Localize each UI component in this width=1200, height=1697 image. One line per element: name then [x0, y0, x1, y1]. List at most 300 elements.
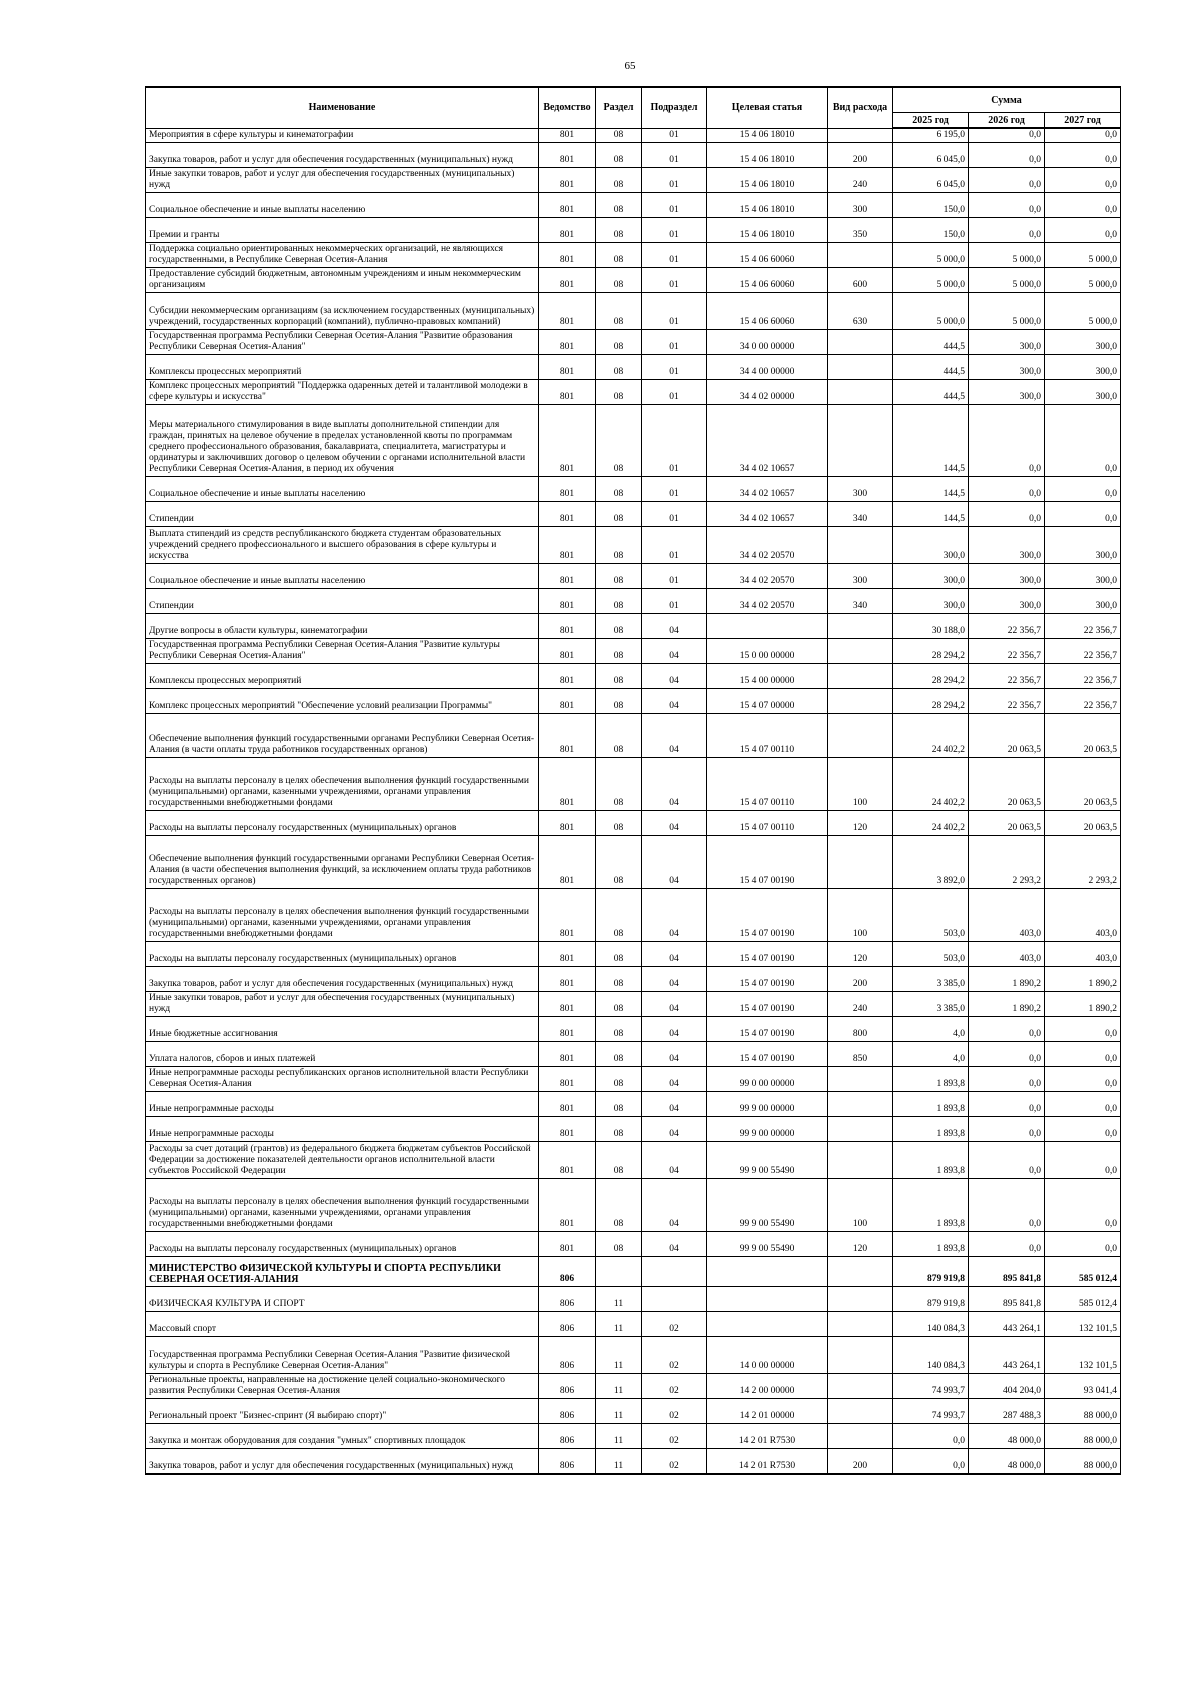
- cell-v2025: 0,0: [893, 1448, 969, 1474]
- cell-v2027: 5 000,0: [1045, 242, 1121, 267]
- table-row: [146, 404, 1121, 476]
- cell-v2025: 24 402,2: [893, 713, 969, 757]
- cell-section: 08: [596, 1178, 642, 1231]
- cell-subsection: 04: [642, 991, 707, 1016]
- cell-subsection: 01: [642, 242, 707, 267]
- page-number: 65: [624, 60, 636, 72]
- cell-target: 14 2 01 R7530: [707, 1423, 828, 1448]
- cell-v2026: 300,0: [969, 354, 1045, 379]
- cell-subsection: 04: [642, 1091, 707, 1116]
- cell-v2027: 132 101,5: [1045, 1336, 1121, 1373]
- cell-target: 15 4 00 00000: [707, 663, 828, 688]
- cell-name: Государственная программа Республики Северная Осетия-Алания "Развитие физической культуры и спорта в Республике Северная Осетия-Алания": [146, 1336, 539, 1373]
- cell-subsection: 04: [642, 1231, 707, 1256]
- cell-v2026: 0,0: [969, 142, 1045, 167]
- table-row: [146, 888, 1121, 941]
- cell-v2026: 20 063,5: [969, 757, 1045, 810]
- table-row: [146, 991, 1121, 1016]
- cell-target: 15 4 07 00110: [707, 713, 828, 757]
- cell-name: Расходы на выплаты персоналу в целях обеспечения выполнения функций государственными (муниципальными) органами, казенными учреждениями, органами управления государственными внебюджетными фондами: [146, 1178, 539, 1231]
- cell-name: Расходы на выплаты персоналу государственных (муниципальных) органов: [146, 941, 539, 966]
- cell-dept: 801: [539, 1141, 596, 1178]
- cell-name: Государственная программа Республики Северная Осетия-Алания "Развитие культуры Республики Северная Осетия-Алания": [146, 638, 539, 663]
- cell-v2027: 20 063,5: [1045, 757, 1121, 810]
- cell-v2027: 0,0: [1045, 1066, 1121, 1091]
- cell-exp-type: [828, 1311, 893, 1336]
- cell-v2027: 22 356,7: [1045, 613, 1121, 638]
- cell-section: 11: [596, 1286, 642, 1311]
- cell-v2027: 0,0: [1045, 192, 1121, 217]
- cell-subsection: 04: [642, 613, 707, 638]
- cell-v2025: 3 892,0: [893, 835, 969, 888]
- table-row: [146, 217, 1121, 242]
- cell-v2026: 0,0: [969, 476, 1045, 501]
- cell-name: Иные бюджетные ассигнования: [146, 1016, 539, 1041]
- cell-dept: 801: [539, 242, 596, 267]
- cell-dept: 801: [539, 1231, 596, 1256]
- cell-exp-type: [828, 1286, 893, 1311]
- table-row: [146, 1398, 1121, 1423]
- cell-v2026: 404 204,0: [969, 1373, 1045, 1398]
- cell-dept: 801: [539, 217, 596, 242]
- cell-v2026: 0,0: [969, 1141, 1045, 1178]
- cell-v2026: 22 356,7: [969, 638, 1045, 663]
- table-row: [146, 354, 1121, 379]
- cell-dept: 801: [539, 638, 596, 663]
- cell-name: Расходы за счет дотаций (грантов) из федерального бюджета бюджетам субъектов Российской Федерации за достижение показателей деятельности органов исполнительной власти субъектов Российской Федерации: [146, 1141, 539, 1178]
- cell-name: Иные непрограммные расходы республиканских органов исполнительной власти Республики Северная Осетия-Алания: [146, 1066, 539, 1091]
- cell-target: 15 4 07 00190: [707, 966, 828, 991]
- cell-exp-type: [828, 1256, 893, 1286]
- cell-subsection: [642, 1256, 707, 1286]
- table-row: [146, 638, 1121, 663]
- cell-subsection: 04: [642, 1041, 707, 1066]
- cell-exp-type: 100: [828, 888, 893, 941]
- table-row: [146, 1116, 1121, 1141]
- cell-target: 34 4 02 20570: [707, 588, 828, 613]
- table-row: [146, 1448, 1121, 1474]
- cell-v2026: 20 063,5: [969, 810, 1045, 835]
- cell-v2025: 140 084,3: [893, 1311, 969, 1336]
- cell-dept: 801: [539, 526, 596, 563]
- cell-section: 08: [596, 379, 642, 404]
- cell-dept: 801: [539, 613, 596, 638]
- cell-name: Расходы на выплаты персоналу в целях обеспечения выполнения функций государственными (муниципальными) органами, казенными учреждениями, органами управления государственными внебюджетными фондами: [146, 888, 539, 941]
- cell-v2025: 144,5: [893, 501, 969, 526]
- cell-subsection: 01: [642, 526, 707, 563]
- cell-name: Расходы на выплаты персоналу государственных (муниципальных) органов: [146, 1231, 539, 1256]
- cell-v2027: 0,0: [1045, 476, 1121, 501]
- cell-section: 08: [596, 966, 642, 991]
- cell-v2027: 300,0: [1045, 563, 1121, 588]
- cell-dept: 801: [539, 1116, 596, 1141]
- cell-section: 08: [596, 1041, 642, 1066]
- cell-exp-type: [828, 379, 893, 404]
- cell-dept: 801: [539, 966, 596, 991]
- cell-exp-type: [828, 1336, 893, 1373]
- header-target: Целевая статья: [707, 87, 828, 128]
- cell-section: 08: [596, 888, 642, 941]
- cell-name: Региональные проекты, направленные на достижение целей социально-экономического развития Республики Северная Осетия-Алания: [146, 1373, 539, 1398]
- cell-v2026: 48 000,0: [969, 1423, 1045, 1448]
- cell-subsection: 01: [642, 167, 707, 192]
- table-row: [146, 379, 1121, 404]
- cell-section: 08: [596, 242, 642, 267]
- cell-target: 34 4 02 20570: [707, 526, 828, 563]
- cell-subsection: 04: [642, 966, 707, 991]
- budget-table: [145, 86, 1121, 1475]
- header-exp-type: Вид расхода: [828, 87, 893, 128]
- cell-section: 11: [596, 1311, 642, 1336]
- cell-section: 08: [596, 292, 642, 329]
- cell-v2027: 22 356,7: [1045, 688, 1121, 713]
- cell-v2026: 48 000,0: [969, 1448, 1045, 1474]
- cell-v2027: 0,0: [1045, 1041, 1121, 1066]
- cell-v2027: 300,0: [1045, 526, 1121, 563]
- cell-section: [596, 1256, 642, 1286]
- cell-v2025: 74 993,7: [893, 1373, 969, 1398]
- cell-section: 08: [596, 267, 642, 292]
- cell-section: 11: [596, 1373, 642, 1398]
- cell-target: 34 4 02 00000: [707, 379, 828, 404]
- cell-exp-type: 800: [828, 1016, 893, 1041]
- cell-v2027: 88 000,0: [1045, 1423, 1121, 1448]
- cell-subsection: 04: [642, 835, 707, 888]
- cell-section: 08: [596, 167, 642, 192]
- cell-v2025: 1 893,8: [893, 1178, 969, 1231]
- cell-target: 14 2 01 R7530: [707, 1448, 828, 1474]
- cell-dept: 801: [539, 1091, 596, 1116]
- cell-dept: 801: [539, 1178, 596, 1231]
- cell-v2026: 0,0: [969, 1116, 1045, 1141]
- cell-section: 08: [596, 142, 642, 167]
- cell-v2025: 28 294,2: [893, 688, 969, 713]
- cell-target: 15 4 06 18010: [707, 192, 828, 217]
- cell-exp-type: 630: [828, 292, 893, 329]
- cell-v2025: 0,0: [893, 1423, 969, 1448]
- cell-target: 15 4 07 00190: [707, 991, 828, 1016]
- cell-name: Обеспечение выполнения функций государственными органами Республики Северная Осетия-Алания (в части оплаты труда работников государственных органов): [146, 713, 539, 757]
- cell-subsection: 04: [642, 1116, 707, 1141]
- cell-dept: 801: [539, 142, 596, 167]
- cell-section: 08: [596, 192, 642, 217]
- cell-subsection: 01: [642, 192, 707, 217]
- cell-target: 34 4 02 10657: [707, 404, 828, 476]
- table-row: [146, 713, 1121, 757]
- cell-name: ФИЗИЧЕСКАЯ КУЛЬТУРА И СПОРТ: [146, 1286, 539, 1311]
- cell-target: 14 2 00 00000: [707, 1373, 828, 1398]
- cell-name: Мероприятия в сфере культуры и кинематографии: [146, 128, 539, 142]
- table-row: [146, 192, 1121, 217]
- cell-subsection: 02: [642, 1373, 707, 1398]
- cell-exp-type: 350: [828, 217, 893, 242]
- cell-v2026: 300,0: [969, 379, 1045, 404]
- cell-v2026: 0,0: [969, 128, 1045, 142]
- cell-subsection: 01: [642, 354, 707, 379]
- cell-v2027: 585 012,4: [1045, 1286, 1121, 1311]
- cell-subsection: [642, 1286, 707, 1311]
- cell-v2025: 879 919,8: [893, 1256, 969, 1286]
- cell-dept: 801: [539, 501, 596, 526]
- cell-exp-type: [828, 613, 893, 638]
- cell-name: Поддержка социально ориентированных некоммерческих организаций, не являющихся государственными, в Республике Северная Осетия-Алания: [146, 242, 539, 267]
- cell-v2027: 1 890,2: [1045, 966, 1121, 991]
- cell-name: Иные непрограммные расходы: [146, 1116, 539, 1141]
- cell-dept: 801: [539, 1041, 596, 1066]
- cell-v2027: 22 356,7: [1045, 638, 1121, 663]
- cell-section: 08: [596, 835, 642, 888]
- cell-target: [707, 1286, 828, 1311]
- table-row: [146, 128, 1121, 142]
- cell-exp-type: [828, 1066, 893, 1091]
- cell-dept: 801: [539, 688, 596, 713]
- table-row: [146, 329, 1121, 354]
- cell-target: 34 4 02 10657: [707, 476, 828, 501]
- cell-v2025: 5 000,0: [893, 242, 969, 267]
- cell-target: 15 4 07 00190: [707, 1041, 828, 1066]
- cell-subsection: 01: [642, 588, 707, 613]
- table-row: [146, 688, 1121, 713]
- table-row: [146, 588, 1121, 613]
- cell-v2027: 0,0: [1045, 1231, 1121, 1256]
- table-row: [146, 1066, 1121, 1091]
- cell-target: 99 9 00 55490: [707, 1141, 828, 1178]
- cell-v2025: 24 402,2: [893, 810, 969, 835]
- cell-target: 15 4 07 00190: [707, 941, 828, 966]
- cell-target: 34 4 02 10657: [707, 501, 828, 526]
- cell-v2026: 0,0: [969, 1178, 1045, 1231]
- cell-section: 08: [596, 1066, 642, 1091]
- cell-v2025: 28 294,2: [893, 638, 969, 663]
- table-row: [146, 1091, 1121, 1116]
- cell-section: 08: [596, 613, 642, 638]
- header-2027: 2027 год: [1045, 113, 1121, 129]
- cell-v2026: 5 000,0: [969, 292, 1045, 329]
- cell-name: МИНИСТЕРСТВО ФИЗИЧЕСКОЙ КУЛЬТУРЫ И СПОРТА РЕСПУБЛИКИ СЕВЕРНАЯ ОСЕТИЯ-АЛАНИЯ: [146, 1256, 539, 1286]
- cell-section: 08: [596, 991, 642, 1016]
- cell-section: 08: [596, 128, 642, 142]
- cell-target: [707, 1311, 828, 1336]
- cell-v2025: 144,5: [893, 476, 969, 501]
- cell-v2026: 5 000,0: [969, 267, 1045, 292]
- cell-section: 08: [596, 404, 642, 476]
- cell-v2025: 150,0: [893, 192, 969, 217]
- cell-exp-type: [828, 638, 893, 663]
- cell-v2025: 444,5: [893, 329, 969, 354]
- cell-exp-type: [828, 526, 893, 563]
- cell-v2026: 443 264,1: [969, 1311, 1045, 1336]
- cell-v2027: 403,0: [1045, 941, 1121, 966]
- cell-exp-type: [828, 1141, 893, 1178]
- header-dept: Ведомство: [539, 87, 596, 128]
- cell-exp-type: 200: [828, 142, 893, 167]
- cell-name: Стипендии: [146, 588, 539, 613]
- table-row: [146, 613, 1121, 638]
- cell-section: 08: [596, 501, 642, 526]
- cell-target: 15 0 00 00000: [707, 638, 828, 663]
- cell-exp-type: 120: [828, 941, 893, 966]
- cell-v2025: 6 045,0: [893, 167, 969, 192]
- cell-v2025: 300,0: [893, 526, 969, 563]
- table-row: [146, 810, 1121, 835]
- cell-v2026: 22 356,7: [969, 663, 1045, 688]
- cell-subsection: 04: [642, 810, 707, 835]
- table-row: [146, 1256, 1121, 1286]
- cell-subsection: 01: [642, 142, 707, 167]
- cell-target: 15 4 06 60060: [707, 267, 828, 292]
- cell-v2026: 300,0: [969, 563, 1045, 588]
- cell-subsection: 01: [642, 404, 707, 476]
- cell-dept: 806: [539, 1286, 596, 1311]
- cell-target: 99 0 00 00000: [707, 1066, 828, 1091]
- cell-dept: 806: [539, 1256, 596, 1286]
- cell-dept: 806: [539, 1373, 596, 1398]
- cell-subsection: 04: [642, 638, 707, 663]
- cell-section: 08: [596, 663, 642, 688]
- header-2025: 2025 год: [893, 113, 969, 129]
- cell-dept: 801: [539, 563, 596, 588]
- cell-target: 34 0 00 00000: [707, 329, 828, 354]
- cell-v2026: 0,0: [969, 501, 1045, 526]
- cell-exp-type: 120: [828, 810, 893, 835]
- cell-subsection: 02: [642, 1448, 707, 1474]
- table-row: [146, 167, 1121, 192]
- table-row: [146, 267, 1121, 292]
- table-row: [146, 501, 1121, 526]
- cell-v2025: 4,0: [893, 1041, 969, 1066]
- cell-name: Региональный проект "Бизнес-спринт (Я выбираю спорт)": [146, 1398, 539, 1423]
- cell-dept: 806: [539, 1311, 596, 1336]
- cell-v2027: 0,0: [1045, 142, 1121, 167]
- cell-v2025: 1 893,8: [893, 1141, 969, 1178]
- cell-v2026: 895 841,8: [969, 1256, 1045, 1286]
- cell-exp-type: [828, 1373, 893, 1398]
- cell-name: Иные закупки товаров, работ и услуг для обеспечения государственных (муниципальных) нужд: [146, 167, 539, 192]
- cell-v2027: 0,0: [1045, 1178, 1121, 1231]
- cell-exp-type: [828, 404, 893, 476]
- table-row: [146, 526, 1121, 563]
- cell-subsection: 01: [642, 217, 707, 242]
- cell-v2027: 88 000,0: [1045, 1448, 1121, 1474]
- cell-dept: 806: [539, 1423, 596, 1448]
- cell-target: 15 4 07 00190: [707, 888, 828, 941]
- cell-v2026: 0,0: [969, 1066, 1045, 1091]
- cell-exp-type: 850: [828, 1041, 893, 1066]
- cell-subsection: 04: [642, 688, 707, 713]
- table-row: [146, 1041, 1121, 1066]
- cell-name: Премии и гранты: [146, 217, 539, 242]
- cell-exp-type: [828, 688, 893, 713]
- cell-name: Расходы на выплаты персоналу государственных (муниципальных) органов: [146, 810, 539, 835]
- cell-dept: 801: [539, 835, 596, 888]
- cell-v2026: 300,0: [969, 588, 1045, 613]
- cell-v2025: 1 893,8: [893, 1091, 969, 1116]
- cell-name: Закупка товаров, работ и услуг для обеспечения государственных (муниципальных) нужд: [146, 966, 539, 991]
- cell-dept: 801: [539, 128, 596, 142]
- cell-name: Выплата стипендий из средств республиканского бюджета студентам образовательных учреждений среднего профессионального и высшего образования в сфере культуры и искусства: [146, 526, 539, 563]
- cell-subsection: 01: [642, 128, 707, 142]
- table-row: [146, 142, 1121, 167]
- cell-target: 99 9 00 00000: [707, 1116, 828, 1141]
- cell-target: 15 4 06 18010: [707, 142, 828, 167]
- cell-subsection: 02: [642, 1423, 707, 1448]
- cell-name: Субсидии некоммерческим организациям (за исключением государственных (муниципальных) учреждений, государственных корпораций (компаний), публично-правовых компаний): [146, 292, 539, 329]
- cell-target: [707, 1256, 828, 1286]
- cell-exp-type: [828, 1398, 893, 1423]
- cell-v2026: 1 890,2: [969, 991, 1045, 1016]
- cell-section: 08: [596, 1091, 642, 1116]
- cell-v2026: 0,0: [969, 217, 1045, 242]
- cell-v2025: 150,0: [893, 217, 969, 242]
- cell-name: Закупка товаров, работ и услуг для обеспечения государственных (муниципальных) нужд: [146, 1448, 539, 1474]
- cell-v2026: 20 063,5: [969, 713, 1045, 757]
- cell-section: 11: [596, 1448, 642, 1474]
- table-row: [146, 1016, 1121, 1041]
- cell-dept: 806: [539, 1398, 596, 1423]
- cell-section: 08: [596, 354, 642, 379]
- cell-exp-type: 100: [828, 757, 893, 810]
- cell-v2026: 22 356,7: [969, 688, 1045, 713]
- cell-section: 08: [596, 526, 642, 563]
- cell-subsection: 04: [642, 663, 707, 688]
- cell-dept: 801: [539, 354, 596, 379]
- cell-v2025: 30 188,0: [893, 613, 969, 638]
- cell-v2027: 0,0: [1045, 167, 1121, 192]
- cell-v2025: 74 993,7: [893, 1398, 969, 1423]
- cell-section: 08: [596, 329, 642, 354]
- cell-v2025: 444,5: [893, 379, 969, 404]
- cell-subsection: 04: [642, 1178, 707, 1231]
- header-sum: Сумма: [893, 87, 1121, 113]
- cell-name: Расходы на выплаты персоналу в целях обеспечения выполнения функций государственными (муниципальными) органами, казенными учреждениями, органами управления государственными внебюджетными фондами: [146, 757, 539, 810]
- cell-subsection: 01: [642, 476, 707, 501]
- cell-v2025: 503,0: [893, 888, 969, 941]
- cell-section: 08: [596, 1141, 642, 1178]
- cell-dept: 806: [539, 1448, 596, 1474]
- cell-v2026: 5 000,0: [969, 242, 1045, 267]
- cell-name: Комплекс процессных мероприятий "Поддержка одаренных детей и талантливой молодежи в сфере культуры и искусства": [146, 379, 539, 404]
- cell-v2025: 140 084,3: [893, 1336, 969, 1373]
- cell-v2025: 4,0: [893, 1016, 969, 1041]
- cell-v2027: 300,0: [1045, 354, 1121, 379]
- cell-v2025: 300,0: [893, 563, 969, 588]
- cell-subsection: 04: [642, 941, 707, 966]
- cell-exp-type: 600: [828, 267, 893, 292]
- header-subsection: Подраздел: [642, 87, 707, 128]
- cell-v2027: 93 041,4: [1045, 1373, 1121, 1398]
- cell-subsection: 04: [642, 888, 707, 941]
- cell-target: 99 9 00 55490: [707, 1178, 828, 1231]
- cell-section: 08: [596, 638, 642, 663]
- table-row: [146, 1423, 1121, 1448]
- cell-name: Меры материального стимулирования в виде выплаты дополнительной стипендии для граждан, принятых на целевое обучение в пределах установленной квоты по программам среднего профессионального образования, бакалавриата, специалитета, магистратуры и ординатуры и заключивших договор о целевом обучении с органами исполнительной власти Республики Северная Осетия-Алания, в период их обучения: [146, 404, 539, 476]
- cell-v2025: 5 000,0: [893, 267, 969, 292]
- cell-v2025: 6 045,0: [893, 142, 969, 167]
- cell-section: 08: [596, 217, 642, 242]
- cell-target: [707, 613, 828, 638]
- cell-exp-type: 300: [828, 192, 893, 217]
- cell-target: 15 4 06 18010: [707, 128, 828, 142]
- cell-target: 15 4 06 60060: [707, 292, 828, 329]
- cell-target: 15 4 06 60060: [707, 242, 828, 267]
- table-row: [146, 1141, 1121, 1178]
- cell-exp-type: 340: [828, 588, 893, 613]
- cell-dept: 801: [539, 329, 596, 354]
- table-row: [146, 966, 1121, 991]
- cell-exp-type: [828, 835, 893, 888]
- cell-section: 08: [596, 810, 642, 835]
- table-row: [146, 663, 1121, 688]
